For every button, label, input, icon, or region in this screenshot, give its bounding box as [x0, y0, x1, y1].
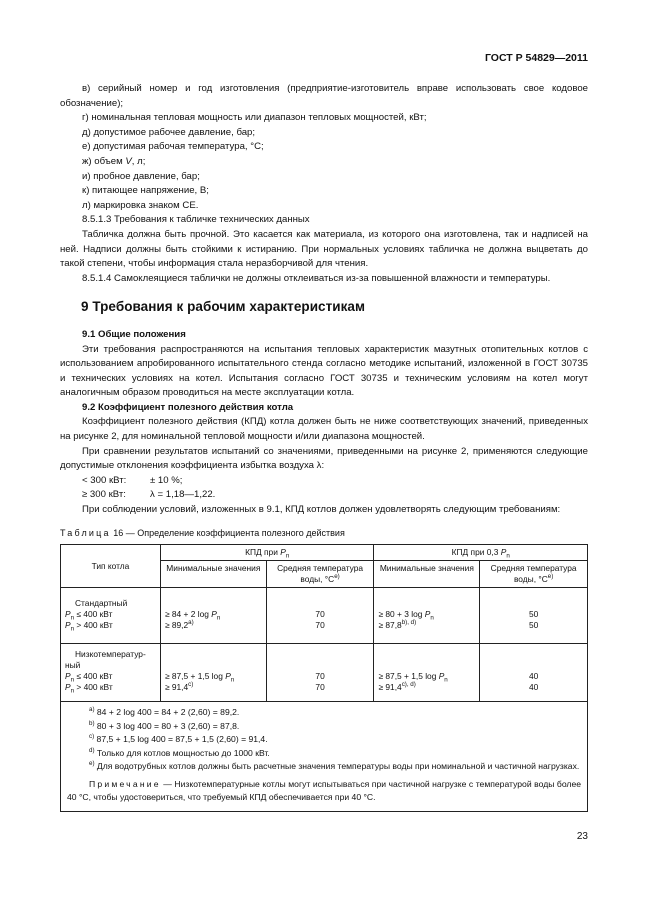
- min-values-header: Минимальные значения: [160, 561, 266, 588]
- temp-cell: 50 50: [480, 588, 588, 644]
- footnote: $^{d)}$ Только для котлов мощностью до 1000 кВт.: [89, 746, 270, 758]
- paragraph: Эти требования распространяются на испытания тепловых характеристик мазутных отопительных котлов с использованием апробированного испытательного стенда согласно методике испытаний, изложенной в ГОСТ 30735 и технических условиях на котел. Испытания согласно ГОСТ 30735 и техническим условиям на котел могут аналогичным образом проводиться на месте эксплуатации котла.: [60, 343, 588, 399]
- footnote: $^{a)}$ 84 + 2 log 400 = 84 + 2 (2,60) = 89,2.: [89, 706, 240, 718]
- list-item: е) допустимая рабочая температура, °С;: [82, 141, 264, 153]
- tolerance-row: ≥ 300 кВт: λ = 1,18—1,22.: [82, 489, 216, 501]
- standard-header: ГОСТ Р 54829—2011: [484, 52, 588, 64]
- clause-heading: 8.5.1.3 Требования к табличке технических данных: [82, 214, 310, 226]
- list-item: ж) объем V, л;: [82, 155, 146, 167]
- temp-cell: 70 70: [266, 644, 374, 702]
- list-item: в) серийный номер и год изготовления (предприятие-изготовитель вправе использовать свое кодовое обозначение);: [60, 83, 588, 109]
- table-notes: [61, 702, 588, 812]
- list-item: д) допустимое рабочее давление, бар;: [82, 126, 256, 138]
- temp-cell: 70 70: [266, 588, 374, 644]
- page-number: 23: [576, 831, 588, 842]
- min-value-cell: ≥ 87,5 + 1,5 $\log P_n$ ≥ $91,4^{c)}$: [160, 644, 266, 702]
- temp-cell: 40 40: [480, 644, 588, 702]
- col-type-header: Тип котла: [61, 545, 161, 588]
- list-item: и) пробное давление, бар;: [82, 170, 200, 182]
- avg-temp-header: Средняя температура воды, $^\circ С^{e)}$: [480, 561, 588, 588]
- table-caption: Таблица 16 — Определение коэффициента полезного действия: [60, 527, 345, 538]
- list-item: л) маркировка знаком СЕ.: [82, 199, 199, 211]
- list-item: к) питающее напряжение, В;: [82, 185, 209, 197]
- min-value-cell: ≥ 84 + 2 $\log P_n$ ≥ $89,2^{a)}$: [160, 588, 266, 644]
- boiler-type-cell: Низкотемператур- ный $P_n \le 400$ кВт $P_n > 400$ кВт: [61, 644, 161, 702]
- table-row: [61, 588, 588, 644]
- tolerance-row: < 300 кВт: ± 10 %;: [82, 474, 183, 486]
- section-title: 9 Требования к рабочим характеристикам: [81, 299, 366, 315]
- footnote: $^{e)}$ Для водотрубных котлов должны быть расчетные значения температуры воды при номинальной и частичной нагрузках.: [89, 760, 580, 772]
- table-notes-row: [61, 702, 588, 812]
- footnote: $^{b)}$ 80 + 3 log 400 = 80 + 3 (2,60) = 87,8.: [89, 719, 240, 731]
- page-body: [60, 82, 588, 812]
- min-value-cell: ≥ 80 + 3 $\log P_n$ ≥ $87,8^{b), d)}$: [374, 588, 480, 644]
- footnote: $^{c)}$ 87,5 + 1,5 log 400 = 87,5 + 1,5 (2,60) = 91,4.: [89, 733, 268, 745]
- paragraph: Коэффициент полезного действия (КПД) котла должен быть не ниже соответствующих значений, приведенных на рисунке 2, для номинальной тепловой мощности и/или диапазона мощностей.: [60, 416, 588, 443]
- paragraph: При сравнении результатов испытаний со значениями, приведенными на рисунке 2, применяются следующие допустимые отклонения коэффициента избытка воздуха λ:: [60, 445, 588, 472]
- clause-text: 8.5.1.4 Самоклеящиеся таблички не должны отклеиваться из-за повышенной влажности и температуры.: [82, 272, 551, 284]
- subsection-title: 9.2 Коэффициент полезного действия котла: [82, 401, 294, 413]
- table-row: [61, 644, 588, 702]
- subsection-title: 9.1 Общие положения: [82, 328, 186, 340]
- boiler-type-cell: Стандартный $P_n \le 400$ кВт $P_n > 400$ кВт: [61, 588, 161, 644]
- col-kpd-03-header: КПД при 0,3 $P_n$: [374, 545, 588, 561]
- col-kpd-pn-header: КПД при $P_n$: [160, 545, 374, 561]
- avg-temp-header: Средняя температура воды, $^\circ С^{e)}$: [266, 561, 374, 588]
- list-item: г) номинальная тепловая мощность или диапазон тепловых мощностей, кВт;: [82, 112, 427, 124]
- min-value-cell: ≥ 87,5 + 1,5 $\log P_n$ ≥ $91,4^{c), d)}$: [374, 644, 480, 702]
- table-note: Примечание — Низкотемпературные котлы могут испытываться при частичной нагрузке с температурой воды более 40 °С, чтобы удостовериться, что требуемый КПД обеспечивается при 40 °С.: [67, 778, 582, 803]
- table-header-row: [61, 545, 588, 561]
- efficiency-table: [60, 544, 588, 812]
- min-values-header: Минимальные значения: [374, 561, 480, 588]
- paragraph: При соблюдении условий, изложенных в 9.1, КПД котлов должен удовлетворять следующим требованиям:: [82, 504, 561, 516]
- clause-text: Табличка должна быть прочной. Это касается как материала, из которого она изготовлена, так и надписей на ней. Надписи должны быть стойкими к истиранию. При нормальных условиях табличка не должна выцветать до такой степени, чтобы информация стала неразборчивой для чтения.: [60, 228, 588, 270]
